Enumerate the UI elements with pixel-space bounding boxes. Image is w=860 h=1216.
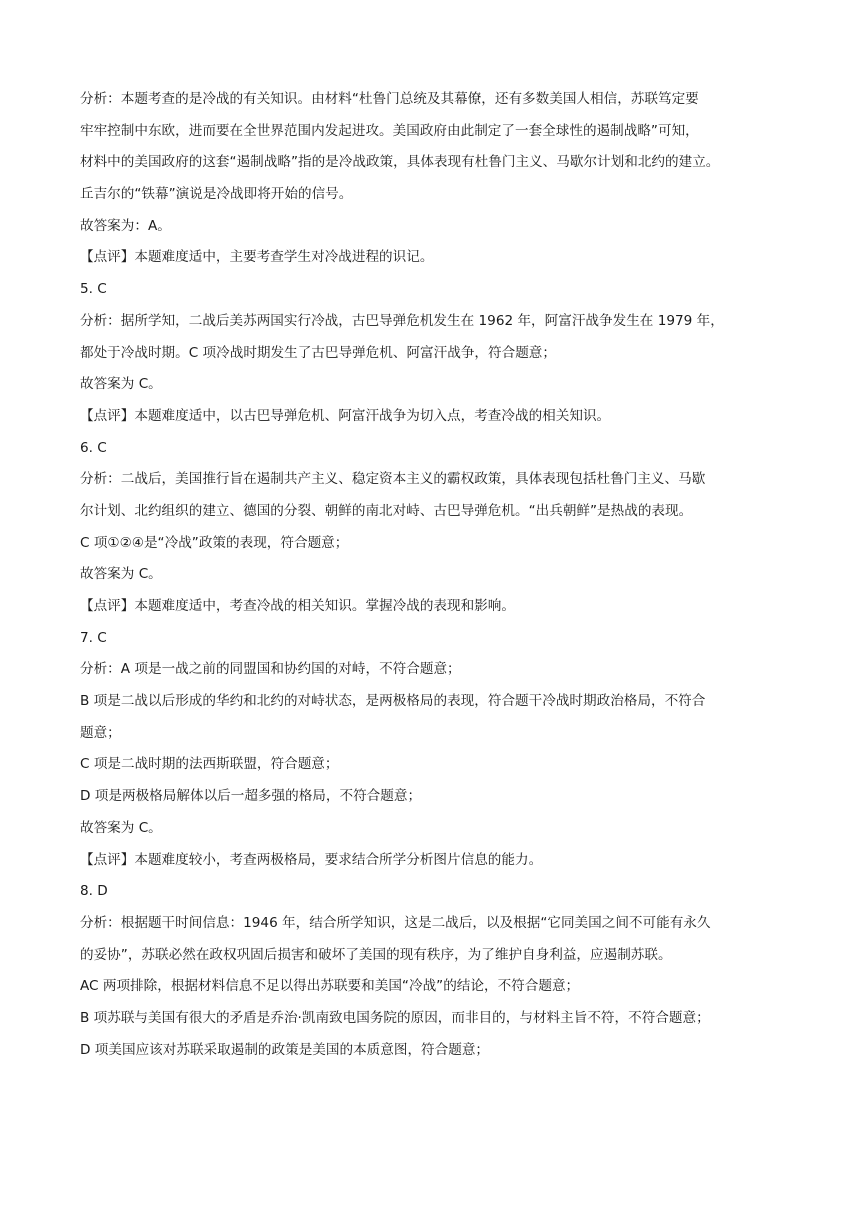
analysis-line: C 项①②④是“冷战”政策的表现，符合题意；	[80, 534, 349, 551]
analysis-line: B 项是二战以后形成的华约和北约的对峙状态，是两极格局的表现，符合题干冷战时期政治格局，不符合	[80, 693, 706, 710]
analysis-line: 丘吉尔的“铁幕”演说是冷战即将开始的信号。	[80, 186, 353, 203]
comment-line: 【点评】本题难度较小，考查两极格局，要求结合所学分析图片信息的能力。	[80, 851, 543, 868]
analysis-line: D 项是两极格局解体以后一超多强的格局，不符合题意；	[80, 788, 422, 805]
analysis-line: 的妥协”，苏联必然在政权巩固后损害和破坏了美国的现有秩序，为了维护自身利益，应遏制苏联。	[80, 946, 672, 963]
answer-line: 故答案为 C。	[80, 566, 162, 583]
question-heading: 6. C	[80, 439, 107, 456]
answer-line: 故答案为 C。	[80, 819, 162, 836]
analysis-line: 分析：二战后，美国推行旨在遏制共产主义、稳定资本主义的霸权政策，具体表现包括杜鲁门主义、马歇	[80, 471, 706, 488]
analysis-line: D 项美国应该对苏联采取遏制的政策是美国的本质意图，符合题意；	[80, 1041, 490, 1058]
analysis-line: 分析：本题考查的是冷战的有关知识。由材料“杜鲁门总统及其幕僚，还有多数美国人相信，苏联笃定要	[80, 91, 699, 107]
analysis-line: 尔计划、北约组织的建立、德国的分裂、朝鲜的南北对峙、古巴导弹危机。“出兵朝鲜”是热战的表现。	[80, 502, 693, 519]
answer-line: 故答案为：A。	[80, 217, 171, 234]
analysis-line: B 项苏联与美国有很大的矛盾是乔治·凯南致电国务院的原因，而非目的，与材料主旨不符，不符合题意；	[80, 1009, 710, 1026]
analysis-line: 都处于冷战时期。C 项冷战时期发生了古巴导弹危机、阿富汗战争，符合题意；	[80, 344, 556, 361]
analysis-line: 牢牢控制中东欧，进而要在全世界范围内发起进攻。美国政府由此制定了一套全球性的遏制战略”可知，	[80, 122, 699, 139]
analysis-line: 分析：A 项是一战之前的同盟国和协约国的对峙，不符合题意；	[80, 661, 461, 678]
answer-line: 故答案为 C。	[80, 376, 162, 393]
analysis-line: 分析：据所学知，二战后美苏两国实行冷战，古巴导弹危机发生在 1962 年，阿富汗战争发生在 1979 年，	[80, 312, 724, 329]
comment-line: 【点评】本题难度适中，以古巴导弹危机、阿富汗战争为切入点，考查冷战的相关知识。	[80, 407, 611, 424]
question-heading: 5. C	[80, 281, 107, 298]
analysis-line: AC 两项排除，根据材料信息不足以得出苏联要和美国“冷战”的结论，不符合题意；	[80, 978, 580, 995]
comment-line: 【点评】本题难度适中，考查冷战的相关知识。掌握冷战的表现和影响。	[80, 598, 515, 614]
analysis-line: C 项是二战时期的法西斯联盟，符合题意；	[80, 756, 339, 773]
analysis-line: 分析：根据题干时间信息：1946 年，结合所学知识，这是二战后，以及根据“它同美国之间不可能有永久	[80, 914, 711, 931]
analysis-line: 题意；	[80, 724, 121, 741]
document-page	[80, 84, 810, 1066]
comment-line: 【点评】本题难度适中，主要考查学生对冷战进程的识记。	[80, 249, 434, 266]
analysis-line: 材料中的美国政府的这套“遏制战略”指的是冷战政策，具体表现有杜鲁门主义、马歇尔计划和北约的建立。	[80, 154, 720, 171]
question-heading: 7. C	[80, 629, 107, 646]
question-heading: 8. D	[80, 883, 108, 900]
